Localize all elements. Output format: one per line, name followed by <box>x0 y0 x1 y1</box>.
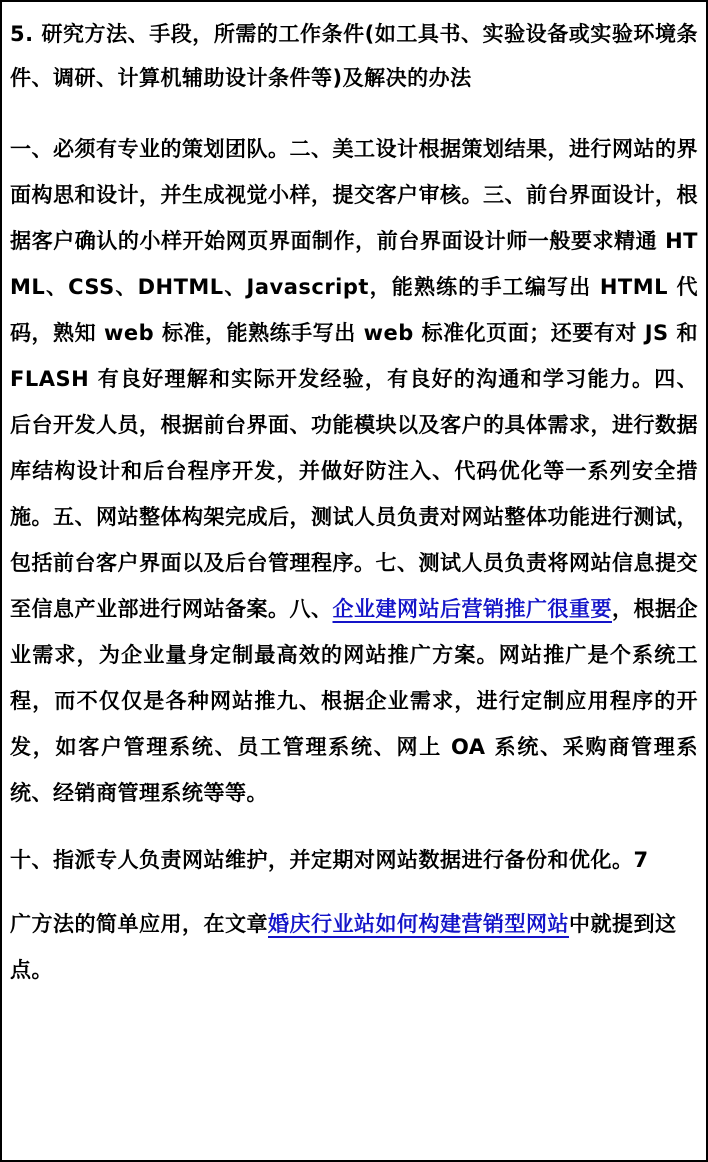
document-body <box>10 126 698 993</box>
paragraph <box>10 126 698 816</box>
inline-link[interactable]: 婚庆行业站如何构建营销型网站 <box>268 912 569 936</box>
inline-link[interactable]: 企业建网站后营销推广很重要 <box>332 597 612 621</box>
text-run: 一、必须有专业的策划团队。二、美工设计根据策划结果，进行网站的界面构思和设计，并生成视觉小样，提交客户审核。三、前台界面设计，根据客户确认的小样开始网页界面制作，前台界面设计师一般要求精通 HTML、CSS、DHTML、Javascript，能熟练的手工编写出 HTML 代码，熟知 web 标准，能熟练手写出 web 标准化页面；还要有对 JS 和 FLASH 有良好理解和实际开发经验，有良好的沟通和学习能力。四、后台开发人员，根据前台界面、功能模块以及客户的具体需求，进行数据库结构设计和后台程序开发，并做好防注入、代码优化等一系列安全措施。五、网站整体构架完成后，测试人员负责对网站整体功能进行测试，包括前台客户界面以及后台管理程序。七、测试人员负责将网站信息提交至信息产业部进行网站备案。八、 <box>10 137 698 621</box>
paragraph <box>10 901 698 993</box>
paragraph <box>10 837 698 883</box>
text-run: 广方法的简单应用，在文章 <box>10 912 268 936</box>
text-run: 十、指派专人负责网站维护，并定期对网站数据进行备份和优化。7 <box>10 848 649 872</box>
section-heading: 5. 研究方法、手段，所需的工作条件(如工具书、实验设备或实验环境条件、调研、计算机辅助设计条件等)及解决的办法 <box>10 22 698 90</box>
text-run: 中就提到这点。 <box>10 912 677 982</box>
text-run: ，根据企业需求，为企业量身定制最高效的网站推广方案。网站推广是个系统工程，而不仅仅是各种网站推九、根据企业需求，进行定制应用程序的开发，如客户管理系统、员工管理系统、网上 OA 系统、采购商管理系统、经销商管理系统等等。 <box>10 597 698 805</box>
